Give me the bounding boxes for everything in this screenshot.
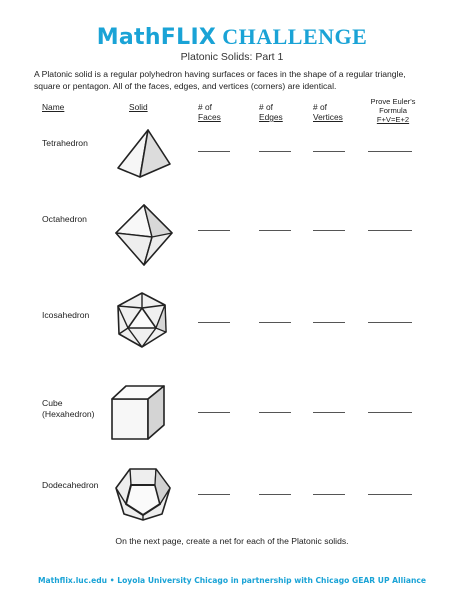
euler-blank-octahedron[interactable] xyxy=(368,230,412,231)
column-header-euler: Prove Euler's Formula F+V=E+2 xyxy=(370,97,416,124)
icosahedron-icon xyxy=(112,290,172,350)
faces-blank-tetrahedron[interactable] xyxy=(198,151,230,152)
vertices-blank-octahedron[interactable] xyxy=(313,230,345,231)
cube-icon xyxy=(108,383,168,443)
euler-blank-dodecahedron[interactable] xyxy=(368,494,412,495)
column-header-name: Name xyxy=(42,102,65,112)
octahedron-icon xyxy=(112,203,176,267)
faces-blank-dodecahedron[interactable] xyxy=(198,494,230,495)
edges-blank-octahedron[interactable] xyxy=(259,230,291,231)
faces-blank-cube[interactable] xyxy=(198,412,230,413)
euler-blank-tetrahedron[interactable] xyxy=(368,151,412,152)
dodecahedron-icon xyxy=(112,466,174,522)
logo-mathflix-text: MathFLIX xyxy=(96,25,217,50)
edges-blank-tetrahedron[interactable] xyxy=(259,151,291,152)
edges-blank-icosahedron[interactable] xyxy=(259,322,291,323)
vertices-blank-icosahedron[interactable] xyxy=(313,322,345,323)
faces-blank-octahedron[interactable] xyxy=(198,230,230,231)
faces-blank-icosahedron[interactable] xyxy=(198,322,230,323)
row-name-dodecahedron: Dodecahedron xyxy=(42,480,99,490)
row-name-cube: Cube (Hexahedron) xyxy=(42,398,95,419)
row-name-tetrahedron: Tetrahedron xyxy=(42,138,88,148)
column-header-vertices: # of Vertices xyxy=(313,102,343,122)
row-name-octahedron: Octahedron xyxy=(42,214,87,224)
mathflix-logo xyxy=(0,24,464,50)
column-header-edges: # of Edges xyxy=(259,102,283,122)
intro-paragraph: A Platonic solid is a regular polyhedron having surfaces or faces in the shape of a regular triangle, square or pentagon. All of the faces, edges, and vertices (corners) are identical. xyxy=(34,69,406,91)
euler-blank-icosahedron[interactable] xyxy=(368,322,412,323)
row-name-icosahedron: Icosahedron xyxy=(42,310,90,320)
euler-blank-cube[interactable] xyxy=(368,412,412,413)
column-header-faces: # of Faces xyxy=(198,102,221,122)
column-header-solid: Solid xyxy=(129,102,148,112)
tetrahedron-icon xyxy=(112,128,176,180)
edges-blank-cube[interactable] xyxy=(259,412,291,413)
vertices-blank-tetrahedron[interactable] xyxy=(313,151,345,152)
page-subtitle: Platonic Solids: Part 1 xyxy=(180,51,284,63)
footnote-instruction: On the next page, create a net for each of the Platonic solids. xyxy=(115,536,349,546)
vertices-blank-dodecahedron[interactable] xyxy=(313,494,345,495)
logo-challenge-text: CHALLENGE xyxy=(222,24,368,49)
page-footer: Mathflix.luc.edu • Loyola University Chicago in partnership with Chicago GEAR UP Alliance xyxy=(37,576,427,585)
vertices-blank-cube[interactable] xyxy=(313,412,345,413)
edges-blank-dodecahedron[interactable] xyxy=(259,494,291,495)
